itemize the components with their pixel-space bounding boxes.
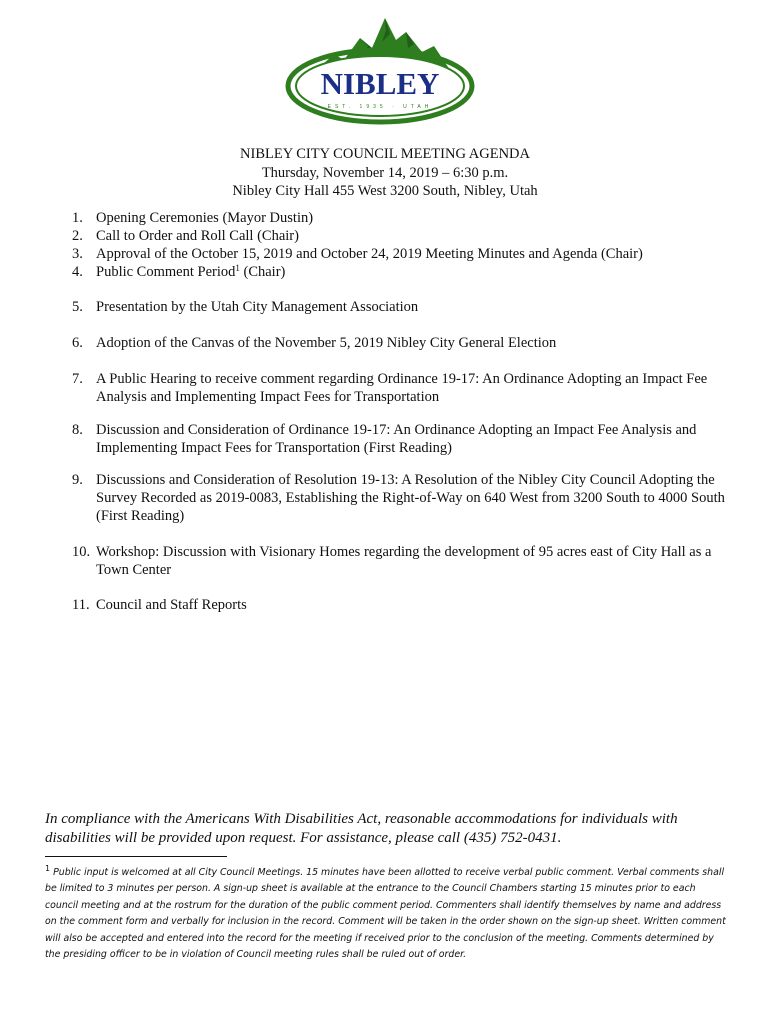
agenda-item-4 bbox=[72, 263, 732, 281]
agenda-item-text: Discussion and Consideration of Ordinance 19-17: An Ordinance Adopting an Impact Fee Analysis and Implementing Impact Fees for Transportation (First Reading) bbox=[96, 422, 697, 456]
footnote-text: Public input is welcomed at all City Council Meetings. 15 minutes have been allotted to receive verbal public comment. Verbal comments shall be limited to 3 minutes per person. A sign-up sheet is available at the entrance to the Council Chambers starting 15 minutes prior to each council meeting and at the rostrum for the duration of the public comment period. Commenters shall identify themselves by name and address on the comment form and verbally for inclusion in the record. Comment will be taken in the order shown on the sign-up sheet. Written comment will also be accepted and entered into the record for the meeting if received prior to the conclusion of the meeting. Comments determined by the presiding officer to be in violation of Council meeting rules shall be ruled out of order. bbox=[45, 867, 726, 961]
agenda-item-number: 4. bbox=[72, 264, 83, 280]
agenda-item-text: Discussions and Consideration of Resolution 19-13: A Resolution of the Nibley City Council Adopting the Survey Recorded as 2019-0083, Establishing the Right-of-Way on 640 West from 3200 South to 4000 South (First Reading) bbox=[96, 472, 725, 524]
footnote-number: 1 bbox=[45, 864, 51, 873]
agenda-item-text-suffix: (Chair) bbox=[239, 264, 286, 280]
meeting-datetime: Thursday, November 14, 2019 – 6:30 p.m. bbox=[261, 164, 509, 181]
agenda-item-text: Presentation by the Utah City Management Association bbox=[96, 299, 419, 315]
agenda-item-5 bbox=[72, 298, 732, 316]
agenda-item-number: 1. bbox=[72, 210, 83, 226]
footnote-reference[interactable]: 1 bbox=[235, 263, 240, 273]
ada-notice: In compliance with the Americans With Disabilities Act, reasonable accommodations for individuals with disabilities will be provided upon request. For assistance, please call (435) 752-0431. bbox=[45, 811, 678, 846]
agenda-item-number: 5. bbox=[72, 299, 83, 315]
agenda-item-text: Opening Ceremonies (Mayor Dustin) bbox=[96, 210, 314, 226]
agenda-item-text: Council and Staff Reports bbox=[96, 597, 247, 613]
nibley-logo bbox=[282, 14, 478, 126]
agenda-item-number: 8. bbox=[72, 422, 83, 438]
logo-wordmark: NIBLEY bbox=[320, 66, 440, 101]
agenda-title: NIBLEY CITY COUNCIL MEETING AGENDA bbox=[240, 146, 530, 162]
agenda-item-text: Approval of the October 15, 2019 and October 24, 2019 Meeting Minutes and Agenda (Chair) bbox=[96, 246, 643, 262]
agenda-item-number: 11. bbox=[72, 597, 90, 613]
logo-tagline: EST. 1935 · UTAH bbox=[327, 104, 433, 110]
agenda-item-text: Call to Order and Roll Call (Chair) bbox=[96, 228, 299, 244]
agenda-item-11 bbox=[72, 596, 732, 614]
agenda-item-number: 7. bbox=[72, 371, 83, 387]
nibley-logo-graphic bbox=[282, 14, 478, 126]
agenda-item-number: 10. bbox=[72, 544, 91, 560]
footnote bbox=[45, 865, 730, 963]
agenda-item-text bbox=[96, 263, 732, 281]
meeting-location: Nibley City Hall 455 West 3200 South, Nibley, Utah bbox=[232, 183, 538, 199]
agenda-item-9 bbox=[72, 471, 732, 525]
agenda-item-text-main: Public Comment Period bbox=[96, 264, 236, 280]
agenda-item-2 bbox=[72, 227, 732, 245]
agenda-item-number: 9. bbox=[72, 472, 83, 488]
footnote-divider bbox=[45, 856, 227, 857]
agenda-item-3 bbox=[72, 245, 732, 263]
agenda-item-6 bbox=[72, 334, 732, 352]
agenda-header bbox=[0, 145, 770, 201]
agenda-item-text: A Public Hearing to receive comment regarding Ordinance 19-17: An Ordinance Adopting an Impact Fee Analysis and Implementing Impact Fees for Transportation bbox=[96, 371, 708, 405]
agenda-item-1 bbox=[72, 209, 732, 227]
agenda-item-number: 3. bbox=[72, 246, 83, 262]
agenda-item-text: Adoption of the Canvas of the November 5, 2019 Nibley City General Election bbox=[96, 335, 557, 351]
agenda-item-8 bbox=[72, 421, 732, 457]
agenda-item-number: 2. bbox=[72, 228, 83, 244]
agenda-item-text: Workshop: Discussion with Visionary Homes regarding the development of 95 acres east of City Hall as a Town Center bbox=[96, 544, 712, 578]
agenda-item-7 bbox=[72, 370, 732, 406]
agenda-item-number: 6. bbox=[72, 335, 83, 351]
agenda-item-10 bbox=[72, 543, 732, 579]
